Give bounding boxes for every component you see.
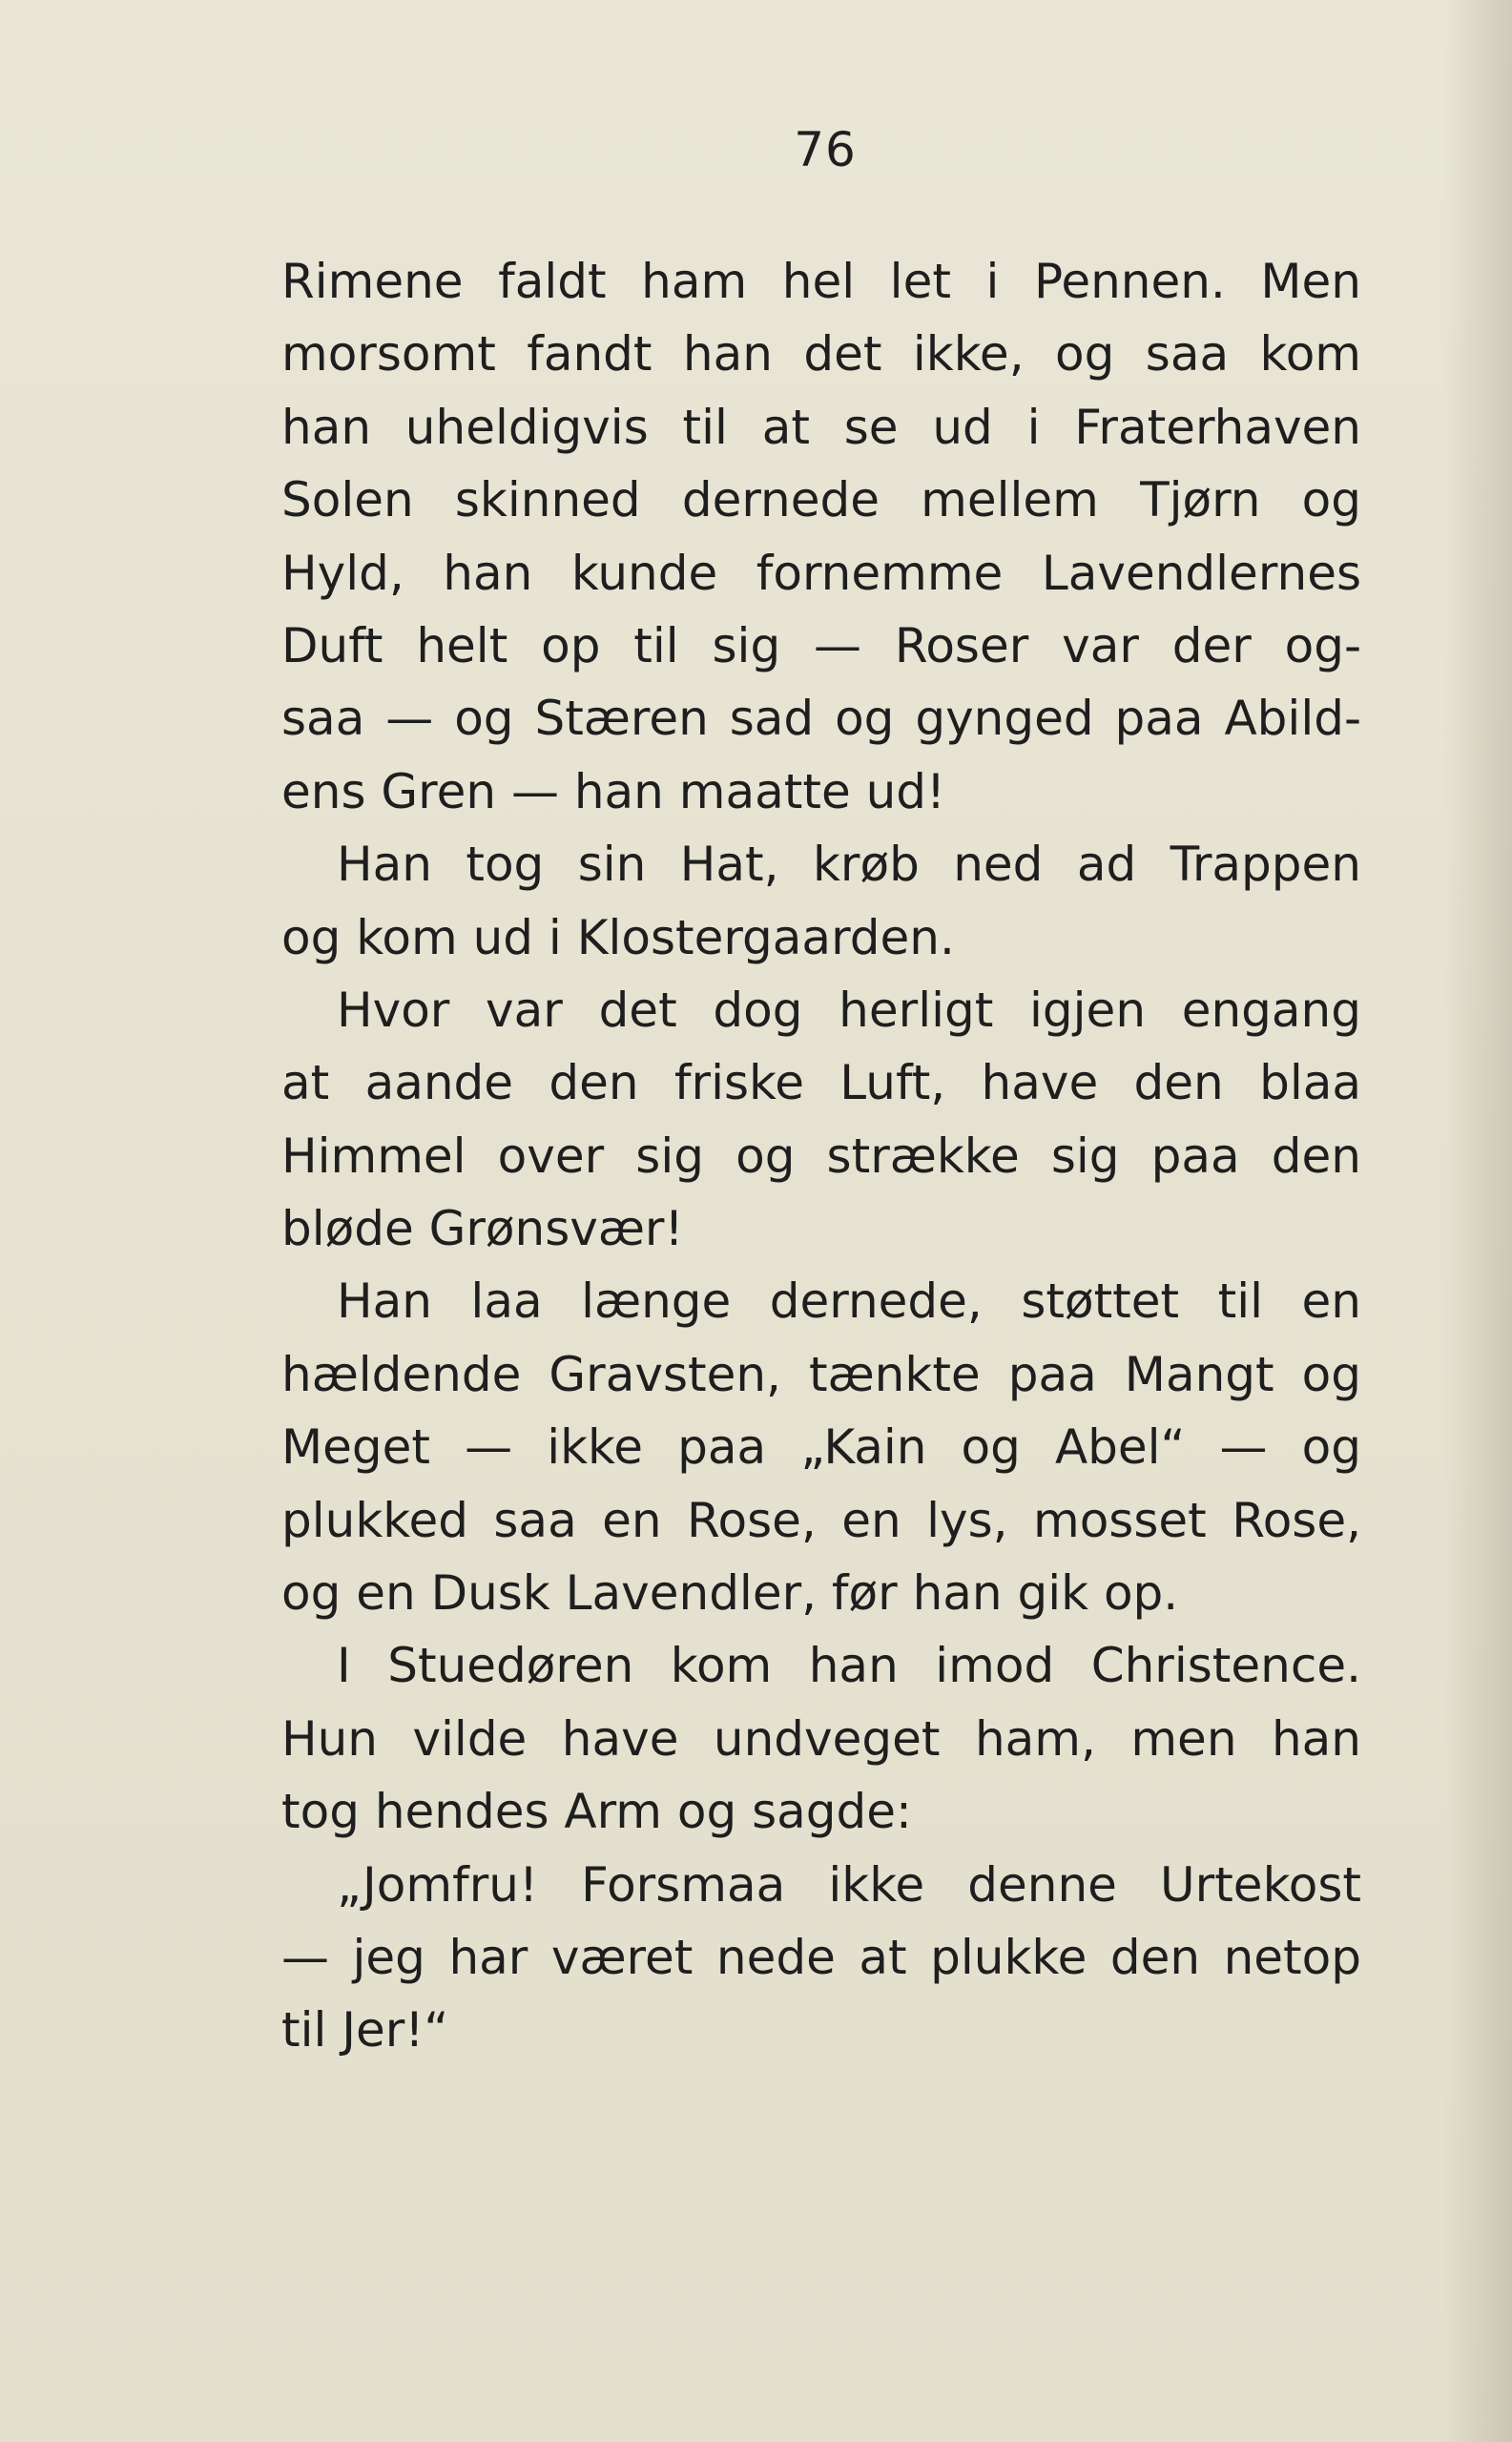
text-line: han uheldigvis til at se ud i Fraterhaven bbox=[281, 399, 1361, 455]
text-line: ens Gren — han maatte ud! bbox=[281, 763, 946, 819]
text-line: bløde Grønsvær! bbox=[281, 1201, 684, 1257]
page-number: 76 bbox=[794, 122, 857, 177]
body-text bbox=[281, 245, 1361, 2067]
text-line: Himmel over sig og strække sig paa den bbox=[281, 1128, 1361, 1184]
text-line: plukked saa en Rose, en lys, mosset Rose, bbox=[281, 1492, 1361, 1548]
text-line: — jeg har været nede at plukke den netop bbox=[281, 1929, 1361, 1985]
text-line: morsomt fandt han det ikke, og saa kom bbox=[281, 326, 1361, 383]
text-line: „Jomfru! Forsmaa ikke denne Urtekost bbox=[337, 1856, 1361, 1913]
text-line: tog hendes Arm og sagde: bbox=[281, 1784, 912, 1840]
text-line: I Stuedøren kom han imod Christence. bbox=[337, 1638, 1361, 1694]
text-line: Hyld, han kunde fornemme Lavendlernes bbox=[281, 545, 1361, 601]
text-line: og en Dusk Lavendler, før han gik op. bbox=[281, 1565, 1179, 1622]
text-line: Han tog sin Hat, krøb ned ad Trappen bbox=[337, 837, 1361, 893]
text-line: Rimene faldt ham hel let i Pennen. Men bbox=[281, 254, 1361, 309]
text-line: Hun vilde have undveget ham, men han bbox=[281, 1710, 1361, 1767]
text-line: Solen skinned dernede mellem Tjørn og bbox=[281, 472, 1361, 528]
text-line: til Jer!“ bbox=[281, 2002, 449, 2059]
text-line: Han laa længe dernede, støttet til en bbox=[337, 1273, 1361, 1330]
text-line: Meget — ikke paa „Kain og Abel“ — og bbox=[281, 1419, 1361, 1476]
text-line: at aande den friske Luft, have den blaa bbox=[281, 1055, 1361, 1111]
text-line: saa — og Stæren sad og gynged paa Abild- bbox=[281, 691, 1361, 747]
text-line: og kom ud i Klostergaarden. bbox=[281, 909, 955, 965]
text-line: hældende Gravsten, tænkte paa Mangt og bbox=[281, 1346, 1361, 1402]
text-line: Hvor var det dog herligt igjen engang bbox=[337, 982, 1361, 1038]
text-line: Duft helt op til sig — Roser var der og- bbox=[281, 617, 1361, 673]
